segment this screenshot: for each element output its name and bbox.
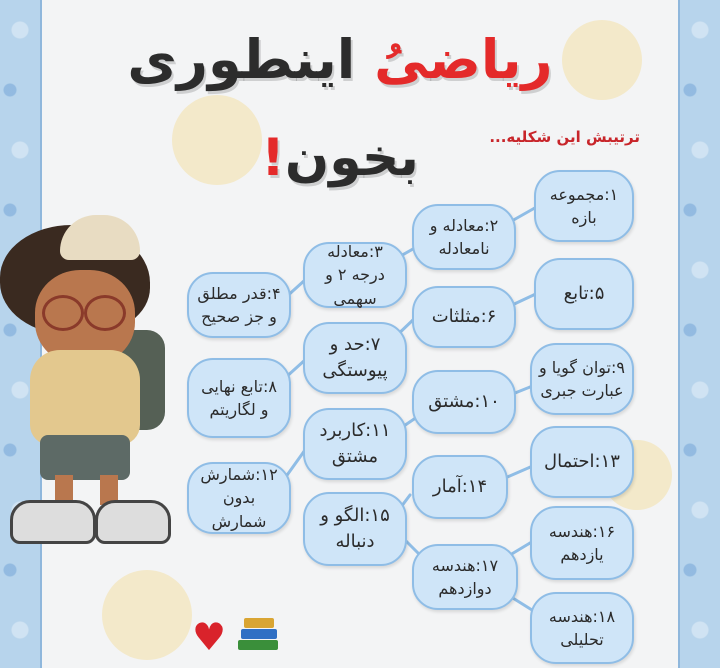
title-line2-text: بخون: [284, 128, 419, 188]
node-2-equations-inequalities: ۲:معادله و نامعادله: [412, 204, 516, 270]
node-8-exponential-logarithm: ۸:تابع نهایی و لگاریتم: [187, 358, 291, 438]
node-11-derivative-applications: ۱۱:کاربرد مشتق: [303, 408, 407, 480]
node-12-counting: ۱۲:شمارش بدون شمارش: [187, 462, 291, 534]
heart-icon: ♥: [192, 615, 227, 659]
node-16-geometry-11: ۱۶:هندسه یازدهم: [530, 506, 634, 580]
node-5-function: ۵:تابع: [534, 258, 634, 330]
student-character-illustration: [0, 210, 170, 550]
title-highlight: ریاضیُ: [374, 28, 553, 91]
subtitle: ترتیبش این شکلیه...: [489, 128, 640, 146]
node-9-rational-exponents: ۹:توان گویا و عبارت جبری: [530, 343, 634, 415]
node-17-geometry-12: ۱۷:هندسه دوازدهم: [412, 544, 518, 610]
title-exclamation: !: [261, 128, 285, 188]
node-7-limits-continuity: ۷:حد و پیوستگی: [303, 322, 407, 394]
sneaker-icon: [10, 500, 96, 544]
node-10-derivative: ۱۰:مشتق: [412, 370, 516, 434]
books-icon: [238, 616, 278, 652]
connector-line: [285, 450, 305, 478]
node-18-analytic-geometry: ۱۸:هندسه تحلیلی: [530, 592, 634, 664]
node-15-sequences: ۱۵:الگو و دنباله: [303, 492, 407, 566]
node-14-statistics: ۱۴:آمار: [412, 455, 508, 519]
node-3-quadratic-parabola: ۳:معادله درجه ۲ و سهمی: [303, 242, 407, 308]
node-4-absolute-value-floor: ۴:قدر مطلق و جز صحیح: [187, 272, 291, 338]
title-rest: اینطوری: [127, 28, 356, 91]
node-1-sets-intervals: ۱:مجموعه بازه: [534, 170, 634, 242]
node-13-probability: ۱۳:احتمال: [530, 426, 634, 498]
glasses-icon: [42, 295, 84, 331]
node-6-trigonometry: ۶:مثلثات: [412, 286, 516, 348]
